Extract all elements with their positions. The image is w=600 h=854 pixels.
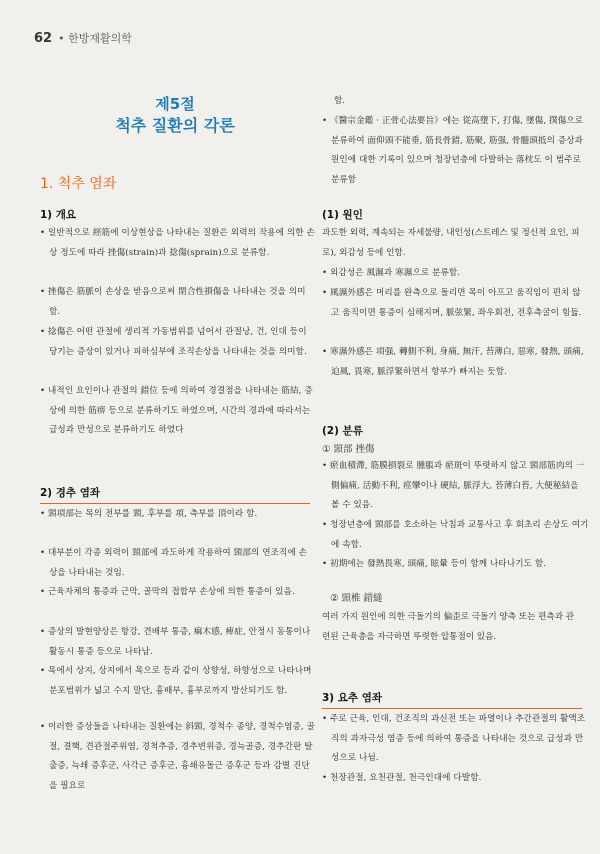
cause-text: 과도한 외력, 계속되는 자세불량, 내인성(스트레스 및 정신적 요인, 피로), 외감성 등에 인함. xyxy=(322,228,580,258)
list-item: • 주로 근육, 인대, 건조직의 과신전 또는 파열이나 추간관절의 활액조직의 과자극성 염증 등에 의하여 통증을 나타내는 것으로 급성과 만성으로 나뉨. xyxy=(322,710,589,769)
list-item: • 청장년층에 頸部를 호소하는 낙침과 교통사고 후 회초리 손상도 여기에 속함. xyxy=(322,516,589,555)
list-item: • 이러한 증상들을 나타내는 질환에는 斜頸, 경척수 종양, 경척수염증, 골절, 결핵, 견관절주위염, 경척추증, 경추변위증, 경늑골증, 경추간판 탈출증, 늑쇄 증후군, 사각근 증후군, 흉쇄유돌근 증후군 등과 감별 진단을 필요로 xyxy=(40,718,315,796)
continued-text: 함. xyxy=(334,96,346,106)
list-item: • 천장관절, 요천관절, 천극인대에 다발함. xyxy=(322,769,589,789)
heading-spinal-sprain: 1. 척추 염좌 xyxy=(40,176,117,192)
list-item: • 瘀血積滯, 筋膜損裂로 腫脹과 瘀斑이 뚜렷하지 않고 頸部筋肉의 一側偏痛, 活動不利, 痙攣이나 硬結, 脈浮大, 苔薄白苔, 大便秘結을 볼 수 있음. xyxy=(322,457,589,516)
heading-classification: (2) 분류 xyxy=(322,425,363,437)
list-item: • 외감성은 風濕과 寒濕으로 분류함. xyxy=(322,264,589,284)
section-title: 척추 질환의 각론 xyxy=(115,116,235,135)
list-item: • 목에서 상지, 상지에서 목으로 등과 같이 상향성, 하향성으로 나타나며 분포범위가 넓고 수지 말단, 흉배부, 흉부로까지 방산되기도 함. xyxy=(40,662,315,701)
list-item: • 증상의 발현양상은 항강, 견배부 통증, 痲木感, 痺症, 안정시 동통이나 활동시 통증 등으로 나타남. xyxy=(40,623,315,662)
page-number: 62 xyxy=(34,31,53,46)
subluxation-text: 여러 가지 원인에 의한 극돌기의 偏歪로 극돌기 양측 또는 편측과 관련된 근육층을 자극하면 뚜렷한 압통점이 있음. xyxy=(322,612,575,642)
heading-lumbar-sprain: 3) 요추 염좌 xyxy=(322,690,582,709)
list-item: • 挫傷은 筋脈이 손상을 받음으로써 閉合性損傷을 나타내는 것을 의미함. xyxy=(40,283,315,322)
list-item: • 일반적으로 經筋에 이상현상을 나타내는 질환은 외력의 작용에 의한 손상 정도에 따라 挫傷(strain)과 捻傷(sprain)으로 분류함. xyxy=(40,224,315,263)
list-item: • 捻傷은 어떤 관절에 생리적 가동범위를 넘어서 관절낭, 건, 인대 등이 당기는 증상이 있거나 피하심부에 조직손상을 나타내는 것을 의미함. xyxy=(40,323,315,362)
list-item: • 《醫宗金鑑 · 正骨心法要旨》에는 從高墮下, 打傷, 墜傷, 撲傷으로 분류하여 面仰頭不能垂, 筋長骨錯, 筋聚, 筋强, 骨髓頭抵의 증상과 원인에 대한 기록이 있으며 청장년층에 다발하는 落枕도 이 범주로 분류함 xyxy=(322,112,589,190)
section-heading xyxy=(40,94,310,138)
section-number: 제5절 xyxy=(155,95,195,113)
heading-cause: (1) 원인 xyxy=(322,209,363,221)
list-item: • 대부분이 각종 외력이 頸部에 과도하게 작용하여 頸部의 연조직에 손상을 나타내는 것임. xyxy=(40,544,315,583)
heading-neck-sprain: 2) 경추 염좌 xyxy=(40,485,310,504)
heading-cervical-strain: ① 頸部 挫傷 xyxy=(322,444,375,455)
list-item: • 寒濕外感은 項强, 轉側不利, 身痛, 無汗, 苔薄白, 惡寒, 發熱, 頭痛, 迫風, 畏寒, 脈浮緊하면서 항부가 빠지는 듯함. xyxy=(322,343,589,382)
list-item: • 風濕外感은 머리를 완측으로 돌리면 목이 아프고 움직임이 편치 않고 움직이면 통증이 심해지며, 脈弦緊, 좌우회전, 전후측굴이 힘듦. xyxy=(322,284,589,323)
heading-overview: 1) 개요 xyxy=(40,209,77,221)
list-item: • 頸項部는 목의 전부를 頸, 후부를 項, 측부를 頂이라 함. xyxy=(40,505,315,525)
list-item: • 내적인 요인이나 관절의 錯位 등에 의하여 경결점을 나타내는 筋結, 증상에 의한 筋痹 등으로 분류하기도 하였으며, 시간의 경과에 따라서는 급성과 만성으로 분류하기도 하였다 xyxy=(40,382,315,441)
heading-cervical-subluxation: ② 頸椎 錯縫 xyxy=(330,593,383,604)
list-item: • 初期에는 發熱畏寒, 頭痛, 眩暈 등이 함께 나타나기도 함. xyxy=(322,555,589,575)
book-title: • 한방재활의학 xyxy=(58,32,132,45)
page-header xyxy=(34,30,132,46)
list-item: • 근육자체의 통증과 근막, 골막의 접합부 손상에 의한 통증이 있음. xyxy=(40,583,315,603)
